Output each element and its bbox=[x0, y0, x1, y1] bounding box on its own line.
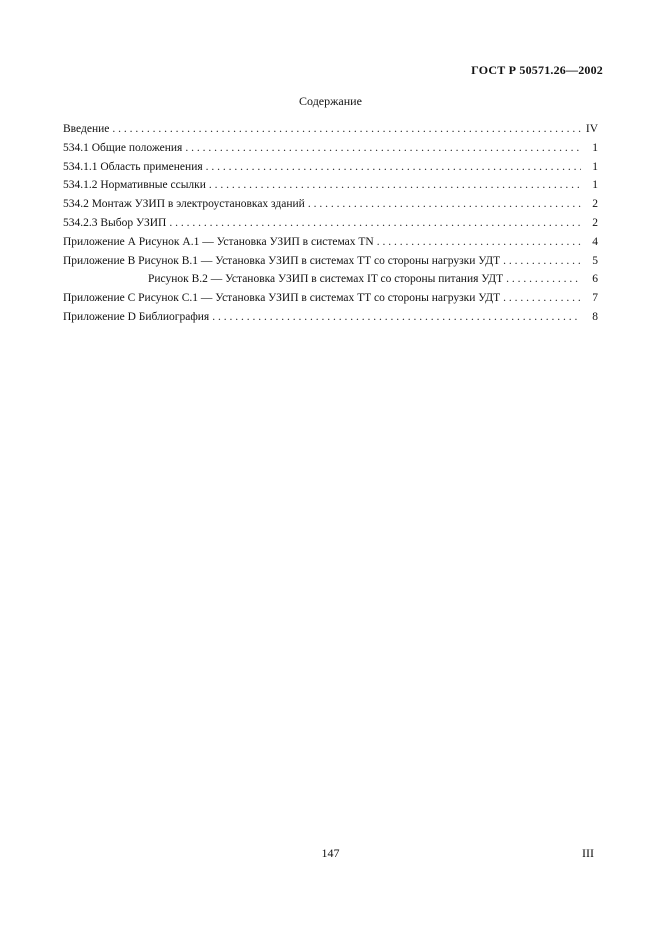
toc-entry-introduction[interactable] bbox=[63, 120, 598, 139]
toc-entry-annex-c[interactable] bbox=[63, 289, 598, 308]
toc-entry-label: 534.2 Монтаж УЗИП в электроустановках зданий bbox=[63, 198, 305, 211]
toc-entry-page: 1 bbox=[592, 141, 598, 154]
toc-entry-label: Приложение D Библиография bbox=[63, 310, 210, 323]
roman-page-number: III bbox=[582, 846, 594, 860]
toc-entry-page: 8 bbox=[592, 310, 598, 323]
toc-leader-dots bbox=[185, 139, 581, 158]
toc-title: Содержание bbox=[299, 94, 362, 108]
toc-entry-annex-d[interactable] bbox=[63, 308, 598, 327]
toc-entry-page: 6 bbox=[592, 273, 598, 286]
toc-entry-annex-a[interactable] bbox=[63, 233, 598, 252]
toc-entry-page: IV bbox=[585, 123, 598, 135]
toc-entry-selection[interactable] bbox=[63, 214, 598, 233]
toc-entry-general[interactable] bbox=[63, 139, 598, 158]
toc-entry-page: 7 bbox=[592, 292, 598, 305]
toc-entry-label: 534.1 Общие положения bbox=[63, 141, 183, 154]
toc-entry-label: Приложение С Рисунок С.1 — Установка УЗИП в системах ТТ со стороны нагрузки УДТ bbox=[63, 292, 501, 305]
toc-leader-dots bbox=[503, 252, 581, 271]
page-number: 147 bbox=[321, 846, 340, 860]
toc-entry-label: Введение bbox=[63, 123, 110, 135]
table-of-contents bbox=[63, 120, 598, 327]
toc-entry-label: Рисунок В.2 — Установка УЗИП в системах IT со стороны питания УДТ bbox=[148, 273, 504, 286]
toc-leader-dots bbox=[169, 214, 581, 233]
toc-entry-label: 534.1.2 Нормативные ссылки bbox=[63, 179, 206, 192]
toc-entry-annex-b-figure-2[interactable] bbox=[63, 270, 598, 289]
toc-entry-label: Приложение В Рисунок В.1 — Установка УЗИП в системах ТТ со стороны нагрузки УДТ bbox=[63, 254, 501, 267]
toc-leader-dots bbox=[206, 158, 581, 177]
toc-leader-dots bbox=[212, 308, 581, 327]
toc-leader-dots bbox=[209, 176, 581, 195]
toc-leader-dots bbox=[112, 120, 581, 139]
toc-entry-page: 5 bbox=[592, 254, 598, 267]
toc-entry-label: 534.1.1 Область применения bbox=[63, 160, 203, 173]
document-id: ГОСТ Р 50571.26—2002 bbox=[471, 63, 603, 77]
toc-entry-installation[interactable] bbox=[63, 195, 598, 214]
toc-entry-page: 4 bbox=[592, 235, 598, 248]
toc-leader-dots bbox=[506, 270, 581, 289]
toc-entry-label: 534.2.3 Выбор УЗИП bbox=[63, 216, 167, 229]
toc-entry-label: Приложение А Рисунок А.1 — Установка УЗИП в системах TN bbox=[63, 235, 374, 248]
toc-entry-page: 2 bbox=[592, 216, 598, 229]
toc-entry-scope[interactable] bbox=[63, 158, 598, 177]
toc-leader-dots bbox=[308, 195, 581, 214]
toc-entry-annex-b[interactable] bbox=[63, 252, 598, 271]
toc-entry-page: 1 bbox=[592, 160, 598, 173]
toc-entry-references[interactable] bbox=[63, 176, 598, 195]
toc-entry-page: 1 bbox=[592, 179, 598, 192]
toc-leader-dots bbox=[377, 233, 581, 252]
toc-leader-dots bbox=[503, 289, 581, 308]
toc-entry-page: 2 bbox=[592, 198, 598, 211]
